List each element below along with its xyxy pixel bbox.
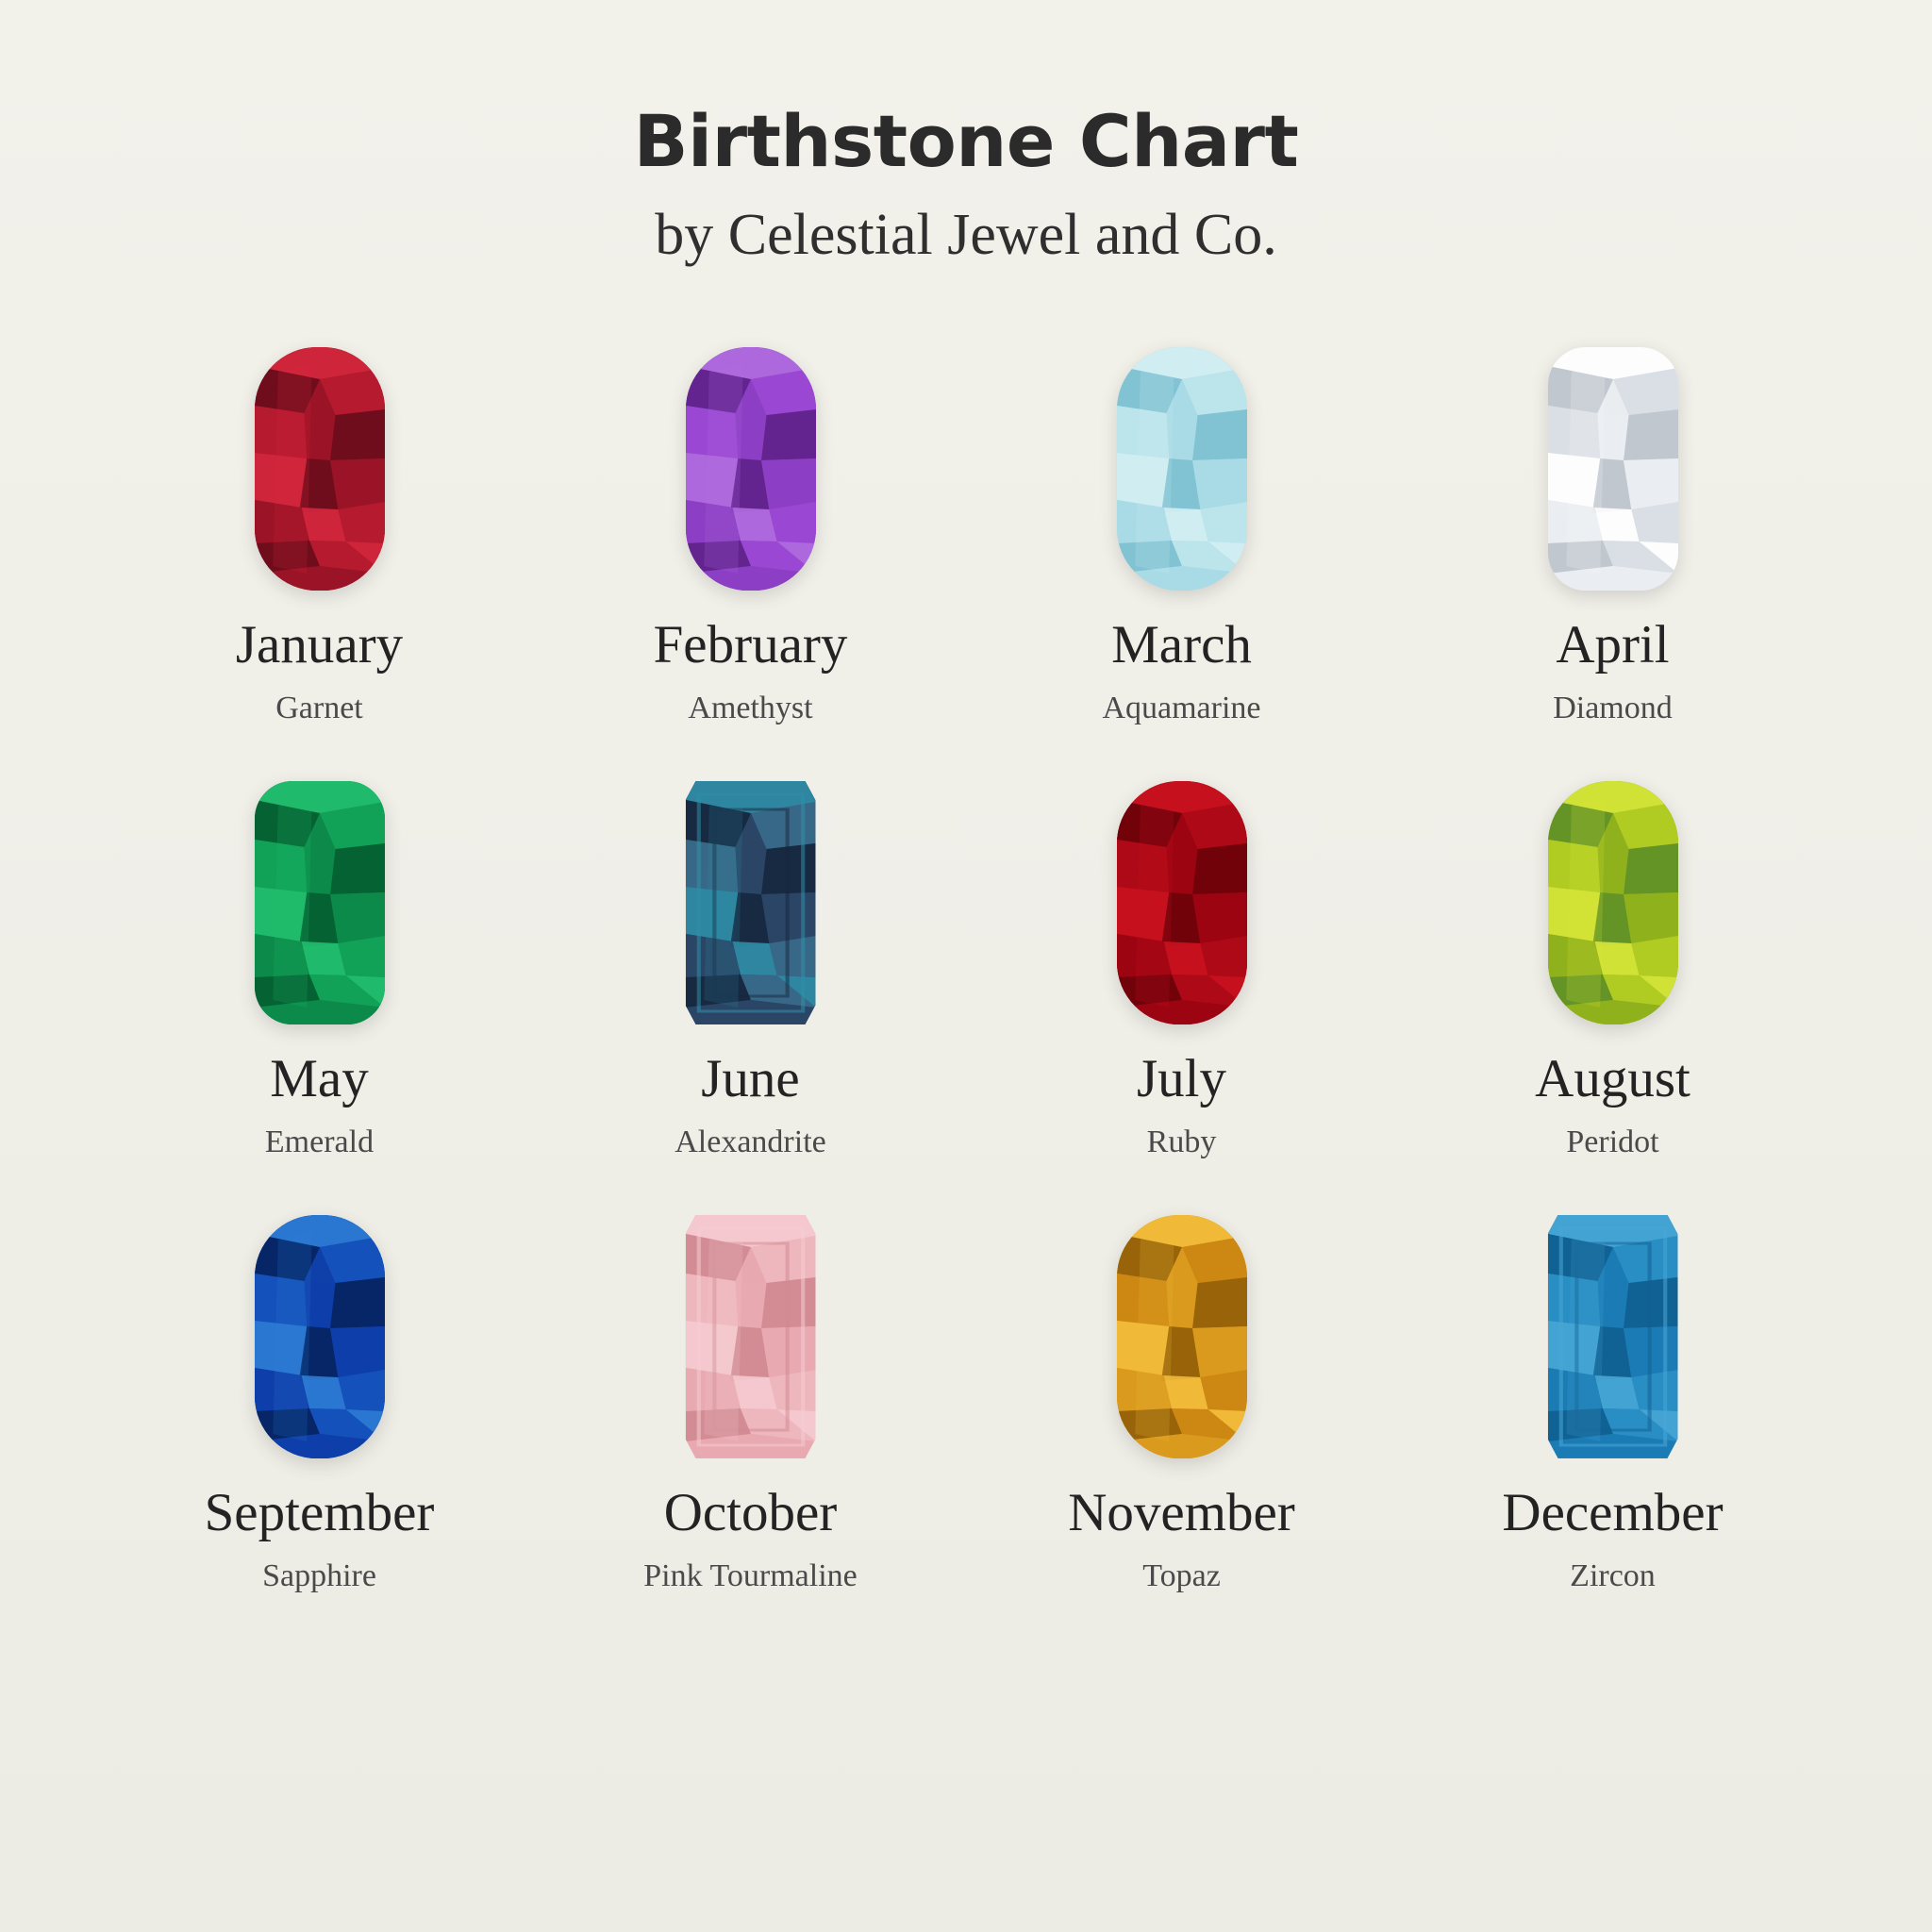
gemstone-icon [1548, 1215, 1678, 1458]
stone-label: Topaz [1142, 1557, 1221, 1593]
gemstone-icon [255, 1215, 385, 1458]
gem-image-december [1542, 1209, 1684, 1464]
gem-image-march [1111, 341, 1253, 596]
chart-header [0, 0, 1932, 267]
gem-facets [1117, 1215, 1247, 1458]
month-label: November [1068, 1482, 1295, 1542]
month-label: December [1502, 1482, 1724, 1542]
gem-facets [255, 781, 385, 1024]
stone-label: Garnet [275, 690, 363, 725]
month-label: May [270, 1048, 369, 1108]
gem-image-november [1111, 1209, 1253, 1464]
stone-label: Aquamarine [1102, 690, 1261, 725]
gem-facets [255, 1215, 385, 1458]
month-label: April [1556, 615, 1670, 675]
month-label: September [204, 1482, 435, 1542]
gem-image-october [680, 1209, 822, 1464]
gemstone-icon [686, 347, 816, 591]
gem-facets [1548, 781, 1678, 1024]
birthstone-cell [535, 775, 966, 1160]
gem-image-july [1111, 775, 1253, 1030]
birthstone-cell [966, 775, 1397, 1160]
gemstone-icon [1117, 347, 1247, 591]
stone-label: Alexandrite [675, 1124, 826, 1159]
gemstone-icon [1117, 781, 1247, 1024]
birthstone-cell [104, 775, 535, 1160]
gem-facets [1117, 347, 1247, 591]
gem-facets [1117, 781, 1247, 1024]
gemstone-icon [686, 781, 816, 1024]
month-label: February [653, 615, 848, 675]
gem-facets [1548, 1215, 1678, 1458]
stone-label: Pink Tourmaline [643, 1557, 858, 1593]
gem-image-september [249, 1209, 391, 1464]
stone-label: Peridot [1566, 1124, 1659, 1159]
birthstone-cell [966, 341, 1397, 726]
gem-image-may [249, 775, 391, 1030]
gem-image-february [680, 341, 822, 596]
birthstone-cell [535, 341, 966, 726]
gemstone-icon [255, 347, 385, 591]
month-label: July [1136, 1048, 1227, 1108]
month-label: August [1535, 1048, 1690, 1108]
birthstone-cell [1397, 1209, 1828, 1594]
stone-label: Diamond [1553, 690, 1673, 725]
birthstone-cell [535, 1209, 966, 1594]
gemstone-icon [686, 1215, 816, 1458]
stone-label: Zircon [1570, 1557, 1656, 1593]
page-subtitle: by Celestial Jewel and Co. [655, 203, 1277, 267]
stone-label: Emerald [264, 1124, 375, 1159]
birthstone-grid [0, 341, 1932, 1594]
month-label: June [701, 1048, 800, 1108]
stone-label: Ruby [1146, 1124, 1217, 1159]
month-label: March [1111, 615, 1252, 675]
gem-facets [686, 781, 816, 1024]
birthstone-cell [1397, 775, 1828, 1160]
gemstone-icon [1548, 781, 1678, 1024]
gem-image-june [680, 775, 822, 1030]
gem-facets [686, 1215, 816, 1458]
gemstone-icon [1117, 1215, 1247, 1458]
gem-image-august [1542, 775, 1684, 1030]
birthstone-cell [966, 1209, 1397, 1594]
birthstone-cell [104, 341, 535, 726]
month-label: October [663, 1482, 838, 1542]
month-label: January [235, 615, 404, 675]
gem-facets [686, 347, 816, 591]
gem-image-april [1542, 341, 1684, 596]
gem-facets [255, 347, 385, 591]
stone-label: Sapphire [262, 1557, 376, 1593]
gemstone-icon [1548, 347, 1678, 591]
stone-label: Amethyst [688, 690, 813, 725]
gem-facets [1548, 347, 1678, 591]
gemstone-icon [255, 781, 385, 1024]
page-title: Birthstone Chart [633, 99, 1299, 183]
birthstone-cell [104, 1209, 535, 1594]
birthstone-cell [1397, 341, 1828, 726]
gem-image-january [249, 341, 391, 596]
